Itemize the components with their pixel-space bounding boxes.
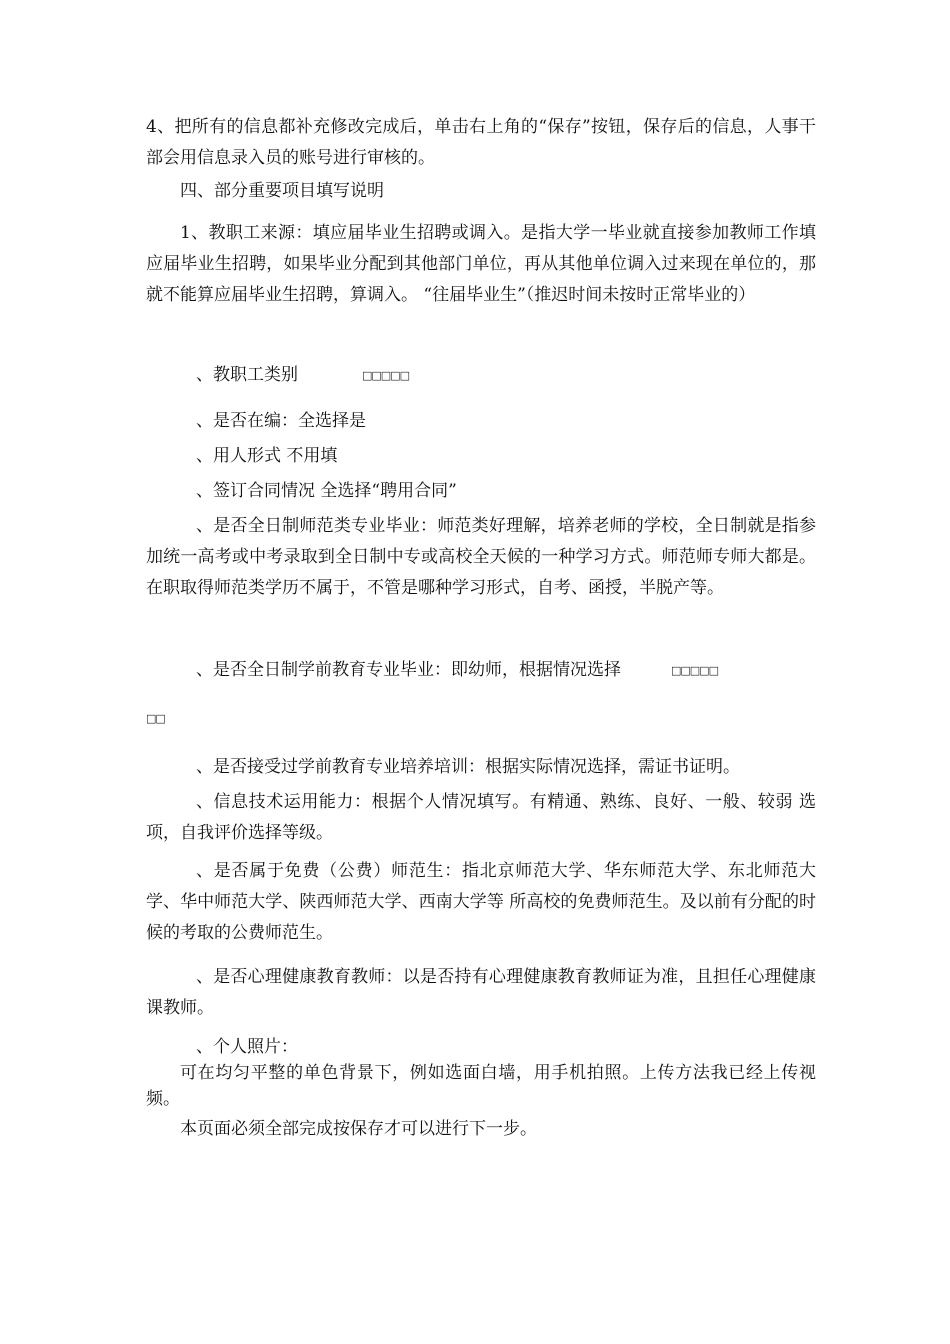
paragraph-orphan-boxes: [146, 703, 816, 734]
paragraph-contract: 、签订合同情况 全选择“聘用合同”: [196, 481, 457, 501]
paragraph-free-normal-student: 、是否属于免费（公费）师范生：指北京师范大学、华东师范大学、东北师范大学、华中师范大学、陕西师范大学、西南大学等 所高校的免费师范生。及以前有分配的时候的考取的公费师范生。: [146, 861, 816, 943]
paragraph-staff-source: 1、教职工来源：填应届毕业生招聘或调入。是指大学一毕业就直接参加教师工作填应届毕业生招聘，如果毕业分配到其他部门单位，再从其他单位调入过来现在单位的，那就不能算应届毕业生招聘，算调入。 “往届毕业生”（推迟时间未按时正常毕业的）: [146, 223, 816, 305]
paragraph-preschool-major: [146, 655, 816, 686]
paragraph-personal-photo: 、个人照片：: [196, 1037, 298, 1057]
staff-category-text: 、教职工类别: [196, 365, 298, 385]
paragraph-photo-instruction: 可在均匀平整的单色背景下，例如选面白墙，用手机拍照。上传方法我已经上传视频。: [146, 1063, 816, 1109]
paragraph-preschool-training: 、是否接受过学前教育专业培养培训：根据实际情况选择，需证书证明。: [196, 757, 740, 777]
paragraph-employment-form: 、用人形式 不用填: [196, 446, 338, 466]
paragraph-page-completion: 本页面必须全部完成按保存才可以进行下一步。: [180, 1119, 537, 1139]
paragraph-mental-health-teacher: 、是否心理健康教育教师：以是否持有心理健康教育教师证为准，且担任心理健康课教师。: [146, 967, 816, 1018]
paragraph-in-establishment: 、是否在编：全选择是: [196, 411, 366, 431]
preschool-major-text: 、是否全日制学前教育专业毕业：即幼师，根据情况选择: [196, 660, 621, 680]
missing-glyph-boxes: □□□□□: [671, 664, 718, 677]
paragraph-save-instruction: 4、把所有的信息都补充修改完成后，单击右上角的“保存”按钮，保存后的信息，人事干部会用信息录入员的账号进行审核的。: [146, 117, 816, 168]
paragraph-staff-category: [146, 360, 816, 391]
paragraph-it-ability: 、信息技术运用能力：根据个人情况填写。有精通、熟练、良好、一般、较弱 选项，自我评价选择等级。: [146, 792, 816, 843]
missing-glyph-boxes: □□: [146, 712, 165, 725]
paragraph-normal-major: 、是否全日制师范类专业毕业：师范类好理解，培养老师的学校，全日制就是指参加统一高考或中考录取到全日制中专或高校全天候的一种学习方式。师范师专师大都是。在职取得师范类学历不属于，不管是哪种学习形式，自考、函授，半脱产等。: [146, 516, 816, 598]
section-heading: 四、部分重要项目填写说明: [180, 181, 384, 201]
missing-glyph-boxes: □□□□□: [362, 369, 409, 382]
